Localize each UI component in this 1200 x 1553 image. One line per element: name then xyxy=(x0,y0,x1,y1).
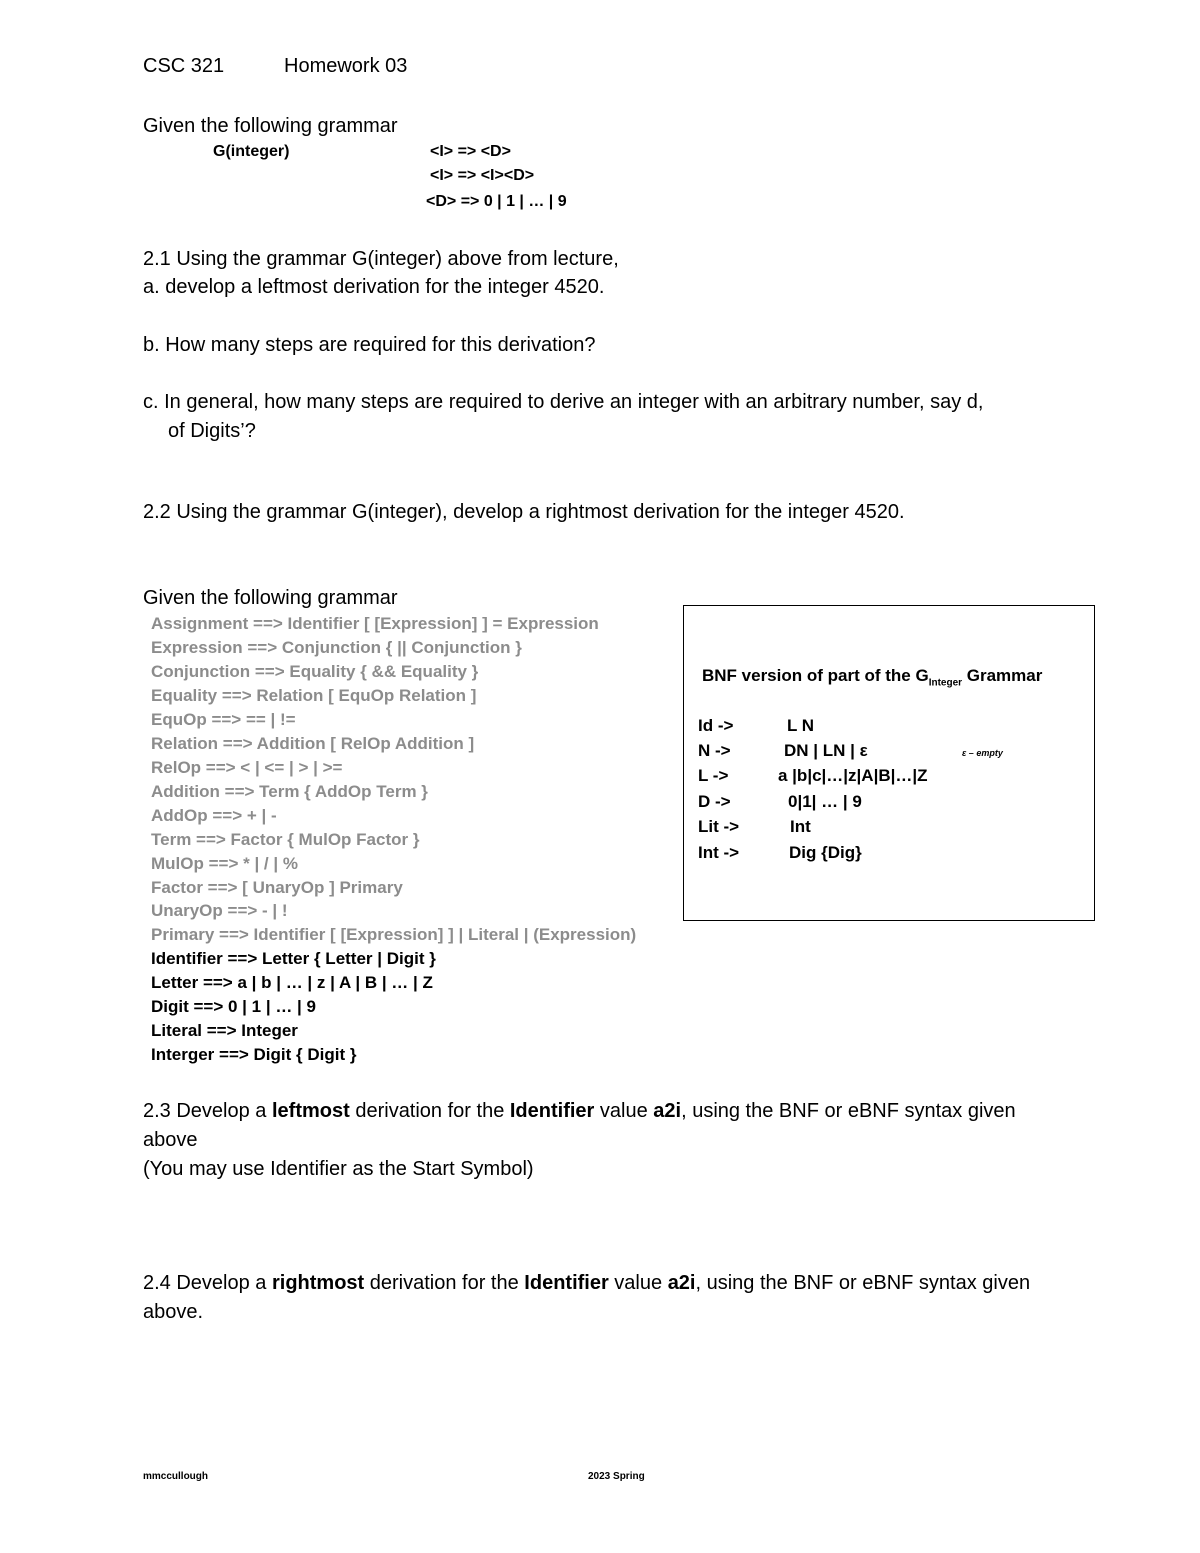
bnf-title xyxy=(702,666,1042,693)
footer-author: mmccullough xyxy=(143,1471,209,1482)
q21-b: b. How many steps are required for this derivation? xyxy=(143,334,596,356)
bnf-title-sub: Integer xyxy=(928,677,963,689)
q23-mid1: derivation for the xyxy=(349,1100,510,1122)
section1-intro: Given the following grammar xyxy=(143,115,398,137)
bnf-rhs: a |b|c|…|z|A|B|…|Z xyxy=(778,766,928,785)
q23-kw-leftmost: leftmost xyxy=(271,1100,350,1122)
grammar-rule-grey: Assignment ==> Identifier [ [Expression] ] = Expression xyxy=(151,614,599,633)
grammar-rule-black: Digit ==> 0 | 1 | … | 9 xyxy=(151,997,316,1016)
q21-c-cont: of Digits’? xyxy=(168,420,256,442)
q23-post: , using the BNF or eBNF syntax given xyxy=(681,1100,1016,1122)
grammar-rule-grey: UnaryOp ==> - | ! xyxy=(151,901,288,920)
q24-kw-rightmost: rightmost xyxy=(271,1272,365,1294)
q24-mid2: value xyxy=(608,1272,668,1294)
grammar-rule-grey: Term ==> Factor { MulOp Factor } xyxy=(151,830,420,849)
q23-kw-identifier: Identifier xyxy=(509,1100,595,1122)
bnf-rhs: Dig {Dig} xyxy=(789,843,862,862)
grammar-rule-grey: RelOp ==> < | <= | > | >= xyxy=(151,758,343,777)
q21-line: 2.1 Using the grammar G(integer) above from lecture, xyxy=(143,248,619,270)
q23-pre: 2.3 Develop a xyxy=(143,1100,272,1122)
homework-title: Homework 03 xyxy=(284,55,408,77)
grammar-name: G(integer) xyxy=(213,143,290,160)
q24-line2: above. xyxy=(143,1301,204,1323)
bnf-lhs: N -> xyxy=(698,741,731,760)
bnf-lhs: D -> xyxy=(698,792,731,811)
grammar-rule-grey: AddOp ==> + | - xyxy=(151,806,277,825)
footer-term: 2023 Spring xyxy=(588,1471,645,1482)
bnf-rhs: DN | LN | ε xyxy=(784,741,868,760)
q24-mid1: derivation for the xyxy=(364,1272,525,1294)
q23-mid2: value xyxy=(594,1100,654,1122)
bnf-title-pre: BNF version of part of the G xyxy=(702,666,929,685)
grammar-rule-grey: Addition ==> Term { AddOp Term } xyxy=(151,782,428,801)
grammar-rule-black: Identifier ==> Letter { Letter | Digit } xyxy=(151,949,436,968)
bnf-box xyxy=(683,605,1095,921)
grammar-rule: <I> => <I><D> xyxy=(430,167,535,184)
grammar-rule-grey: MulOp ==> * | / | % xyxy=(151,854,298,873)
q21-c: c. In general, how many steps are required to derive an integer with an arbitrary number, say d, xyxy=(143,391,984,413)
grammar-rule-black: Interger ==> Digit { Digit } xyxy=(151,1045,357,1064)
q23-line3: (You may use Identifier as the Start Symbol) xyxy=(143,1158,534,1180)
bnf-lhs: Lit -> xyxy=(698,817,740,836)
grammar-rule-grey: EquOp ==> == | != xyxy=(151,710,296,729)
grammar-rule-black: Letter ==> a | b | … | z | A | B | … | Z xyxy=(151,973,433,992)
q24-kw-value: a2i xyxy=(667,1272,696,1294)
bnf-rhs: Int xyxy=(790,817,811,836)
q23-line xyxy=(143,1099,1016,1123)
q24-kw-identifier: Identifier xyxy=(524,1272,609,1294)
grammar-rule-black: Literal ==> Integer xyxy=(151,1021,298,1040)
q22-text: 2.2 Using the grammar G(integer), develop a rightmost derivation for the integer 4520. xyxy=(143,501,905,523)
bnf-title-post: Grammar xyxy=(962,666,1043,685)
q23-line2: above xyxy=(143,1129,198,1151)
grammar-rule-grey: Equality ==> Relation [ EquOp Relation ] xyxy=(151,686,477,705)
grammar-rule-grey: Factor ==> [ UnaryOp ] Primary xyxy=(151,878,403,897)
q21-a: a. develop a leftmost derivation for the integer 4520. xyxy=(143,276,605,298)
grammar-rule-grey: Primary ==> Identifier [ [Expression] ] | Literal | (Expression) xyxy=(151,925,637,944)
bnf-lhs: Int -> xyxy=(698,843,740,862)
grammar-rule: <I> => <D> xyxy=(430,143,511,160)
bnf-rhs: L N xyxy=(787,716,815,735)
course-label: CSC 321 xyxy=(143,55,225,77)
grammar-rule-grey: Expression ==> Conjunction { || Conjunction } xyxy=(151,638,522,657)
grammar-rule: <D> => 0 | 1 | … | 9 xyxy=(426,193,567,210)
q24-post: , using the BNF or eBNF syntax given xyxy=(695,1272,1031,1294)
q24-line xyxy=(143,1271,1030,1295)
section2-intro: Given the following grammar xyxy=(143,587,398,609)
grammar-rule-grey: Conjunction ==> Equality { && Equality } xyxy=(151,662,479,681)
bnf-lhs: Id -> xyxy=(698,716,734,735)
bnf-lhs: L -> xyxy=(698,766,729,785)
q23-kw-value: a2i xyxy=(653,1100,682,1122)
grammar-rule-grey: Relation ==> Addition [ RelOp Addition ] xyxy=(151,734,475,753)
bnf-rhs: 0|1| … | 9 xyxy=(788,792,862,811)
q24-pre: 2.4 Develop a xyxy=(143,1272,272,1294)
bnf-note: ε – empty xyxy=(962,748,1003,758)
